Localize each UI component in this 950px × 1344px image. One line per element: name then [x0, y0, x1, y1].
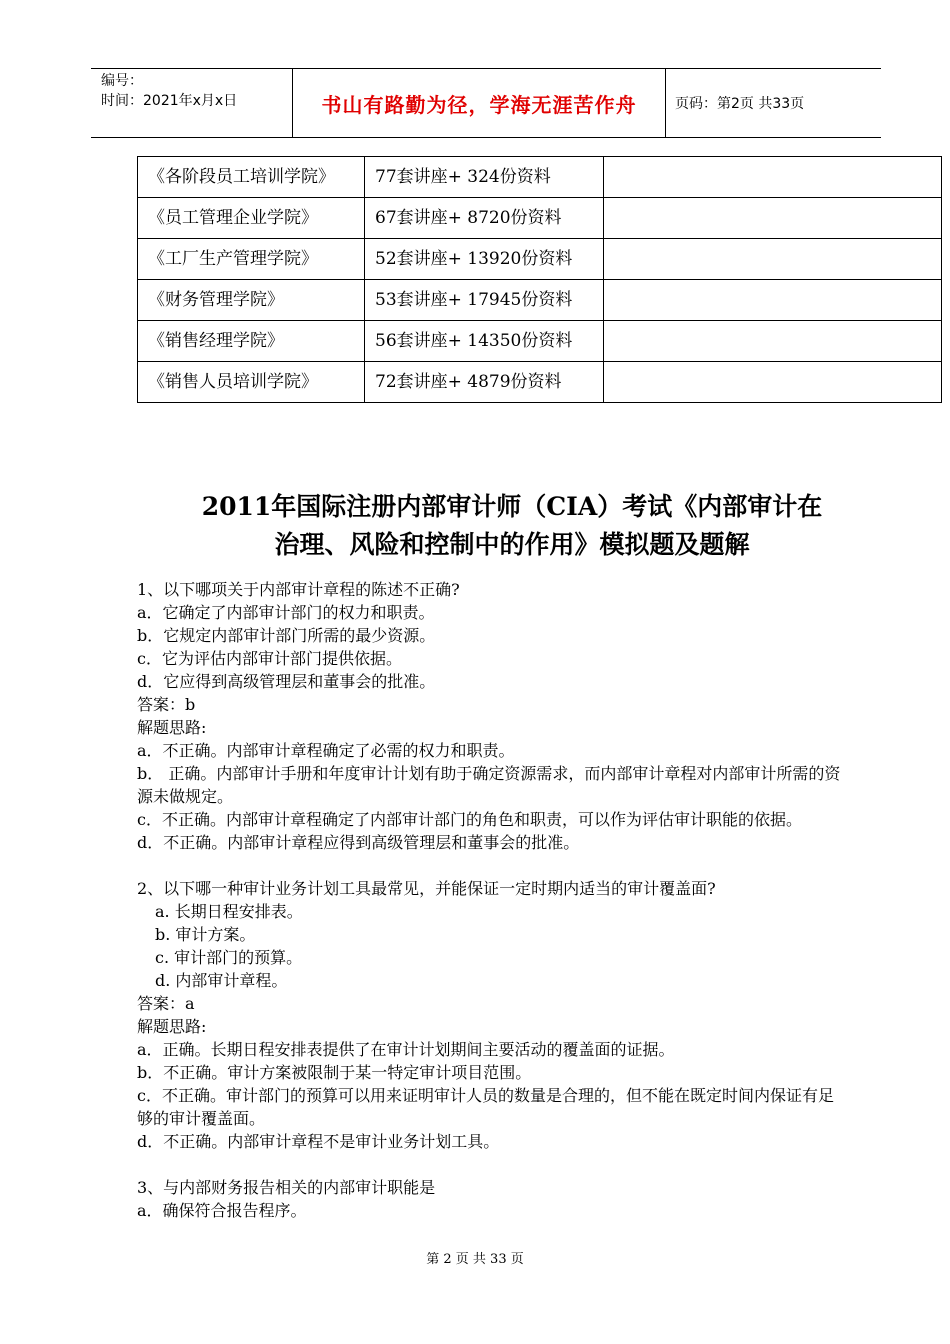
- header-divider: [665, 69, 666, 137]
- code-label: 编号：: [101, 73, 143, 89]
- course-desc: 72套讲座+ 4879份资料: [365, 362, 604, 403]
- course-extra: [604, 362, 942, 403]
- analysis-item: b． 正确。内部审计手册和年度审计计划有助于确定资源需求，而内部审计章程对内部审计所需的资源未做规定。: [137, 764, 841, 806]
- table-row: [138, 239, 942, 280]
- question-content: [137, 578, 847, 1222]
- analysis-item: c．不正确。内部审计章程确定了内部审计部门的角色和职责，可以作为评估审计职能的依据。: [137, 810, 802, 829]
- time-label: 时间：2021年x月x日: [101, 93, 238, 109]
- option: b．它规定内部审计部门所需的最少资源。: [137, 626, 436, 645]
- header-page-info: 页码：第2页 共33页: [675, 96, 805, 112]
- spacer: [137, 1153, 847, 1176]
- analysis-item: a．不正确。内部审计章程确定了必需的权力和职责。: [137, 741, 515, 760]
- analysis-item: c．不正确。审计部门的预算可以用来证明审计人员的数量是合理的，但不能在既定时间内保证有足够的审计覆盖面。: [137, 1086, 834, 1128]
- course-extra: [604, 280, 942, 321]
- course-desc: 77套讲座+ 324份资料: [365, 157, 604, 198]
- table-row: [138, 198, 942, 239]
- title-line-1: 2011年国际注册内部审计师（CIA）考试《内部审计在: [201, 492, 823, 521]
- course-name: 《销售经理学院》: [138, 321, 365, 362]
- course-desc: 56套讲座+ 14350份资料: [365, 321, 604, 362]
- table-row: [138, 280, 942, 321]
- document-title: [137, 488, 887, 564]
- spacer: [137, 854, 847, 877]
- analysis-item: d．不正确。内部审计章程应得到高级管理层和董事会的批准。: [137, 833, 580, 852]
- answer: 答案：a: [137, 994, 195, 1013]
- option: d．它应得到高级管理层和董事会的批准。: [137, 672, 436, 691]
- course-extra: [604, 198, 942, 239]
- course-desc: 53套讲座+ 17945份资料: [365, 280, 604, 321]
- course-extra: [604, 239, 942, 280]
- question-1: 1、以下哪项关于内部审计章程的陈述不正确?: [137, 580, 460, 599]
- course-desc: 67套讲座+ 8720份资料: [365, 198, 604, 239]
- option: b. 审计方案。: [155, 925, 256, 944]
- table-row: [138, 362, 942, 403]
- course-name: 《销售人员培训学院》: [138, 362, 365, 403]
- course-name: 《员工管理企业学院》: [138, 198, 365, 239]
- course-extra: [604, 321, 942, 362]
- course-extra: [604, 157, 942, 198]
- question-3: 3、与内部财务报告相关的内部审计职能是: [137, 1178, 436, 1197]
- option: a. 长期日程安排表。: [155, 902, 303, 921]
- page-header: [91, 68, 881, 138]
- table-row: [138, 157, 942, 198]
- option: c．它为评估内部审计部门提供依据。: [137, 649, 402, 668]
- title-line-2: 治理、风险和控制中的作用》模拟题及题解: [274, 530, 750, 559]
- question-2: 2、以下哪一种审计业务计划工具最常见，并能保证一定时期内适当的审计覆盖面?: [137, 879, 716, 898]
- option: c. 审计部门的预算。: [155, 948, 303, 967]
- analysis-item: d．不正确。内部审计章程不是审计业务计划工具。: [137, 1132, 500, 1151]
- course-name: 《财务管理学院》: [138, 280, 365, 321]
- header-meta: [101, 71, 291, 111]
- answer: 答案：b: [137, 695, 196, 714]
- course-desc: 52套讲座+ 13920份资料: [365, 239, 604, 280]
- analysis-label: 解题思路:: [137, 1017, 207, 1036]
- option: a．它确定了内部审计部门的权力和职责。: [137, 603, 435, 622]
- course-table: [137, 156, 942, 403]
- analysis-item: b．不正确。审计方案被限制于某一特定审计项目范围。: [137, 1063, 532, 1082]
- page-footer: 第 2 页 共 33 页: [426, 1252, 524, 1267]
- course-name: 《工厂生产管理学院》: [138, 239, 365, 280]
- option: a．确保符合报告程序。: [137, 1201, 307, 1220]
- analysis-label: 解题思路:: [137, 718, 207, 737]
- table-row: [138, 321, 942, 362]
- analysis-item: a．正确。长期日程安排表提供了在审计计划期间主要活动的覆盖面的证据。: [137, 1040, 675, 1059]
- option: d. 内部审计章程。: [155, 971, 288, 990]
- header-motto: 书山有路勤为径，学海无涯苦作舟: [321, 92, 637, 117]
- course-name: 《各阶段员工培训学院》: [138, 157, 365, 198]
